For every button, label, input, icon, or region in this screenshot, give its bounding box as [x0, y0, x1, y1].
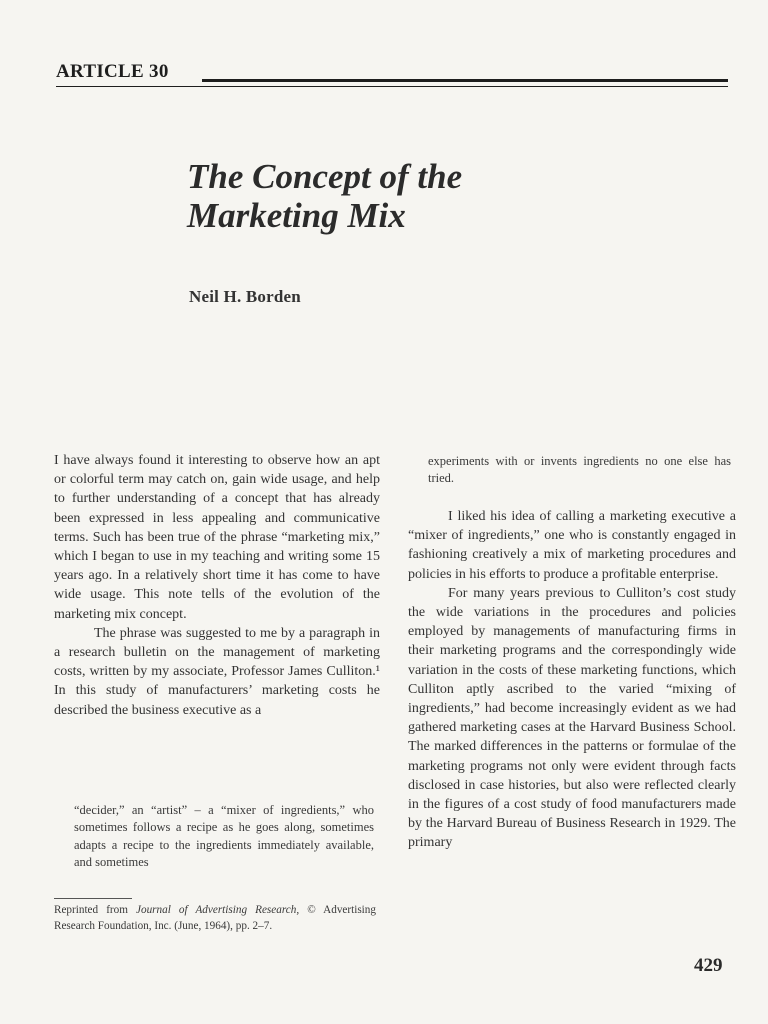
footnote-journal: Journal of Advertising Research,: [136, 904, 300, 916]
author-name: Neil H. Borden: [189, 287, 301, 306]
title-line-2: Marketing Mix: [187, 196, 406, 235]
title-line-1: The Concept of the: [187, 157, 463, 196]
footnote: [54, 902, 376, 934]
block-quote-part-1: “decider,” an “artist” – a “mixer of ingredients,” who sometimes follows a recipe as he goes along, sometimes adapts a recipe to the ingredients immediately available, and sometimes: [74, 803, 374, 869]
footnote-rule: [54, 898, 132, 899]
article-title: [187, 157, 607, 235]
right-paragraph-1: I liked his idea of calling a marketing executive a “mixer of ingredients,” one who is constantly engaged in fashioning creatively a mix of marketing procedures and policies in his efforts to produce a profitable enterprise.: [408, 509, 736, 582]
left-paragraph-2: The phrase was suggested to me by a paragraph in a research bulletin on the management of marketing costs, written by my associate, Professor James Culliton.¹ In this study of manufacturers’ marketing costs he described the business executive as a: [54, 625, 380, 718]
block-quote-part-2: experiments with or invents ingredients no one else has tried.: [428, 454, 731, 486]
right-column: [408, 507, 736, 853]
footnote-suffix: © Advertising Research Foundation, Inc. (June, 1964), pp. 2–7.: [54, 904, 376, 932]
page-number: 429: [694, 955, 723, 976]
article-label: ARTICLE 30: [56, 61, 169, 82]
left-paragraph-1: I have always found it interesting to observe how an apt or colorful term may catch on, gain wide usage, and help to further understanding of a concept that has already been expressed in less appealing and communicative terms. Such has been true of the phrase “marketing mix,” which I began to use in my teaching and writing some 15 years ago. In a relatively short time it has come to have wide usage. This note tells of the evolution of the marketing mix concept.: [54, 453, 380, 622]
left-column: [54, 451, 380, 720]
header-rule: [202, 79, 728, 82]
header-rule-thin: [56, 86, 728, 87]
footnote-prefix: Reprinted from: [54, 904, 137, 916]
right-paragraph-2: For many years previous to Culliton’s cost study the wide variations in the procedures and policies employed by managements of manufacturing firms in their marketing programs and the correspondingly wide variation in the costs of these marketing functions, which Culliton aptly ascribed to the varied “mixing of ingredients,” had become increasingly evident as we had gathered marketing cases at the Harvard Business School. The marked differences in the patterns or formulae of the marketing programs not only were evident through facts disclosed in case histories, but also were reflected clearly in the figures of a cost study of food manufacturers made by the Harvard Bureau of Business Research in 1929. The primary: [408, 585, 736, 851]
